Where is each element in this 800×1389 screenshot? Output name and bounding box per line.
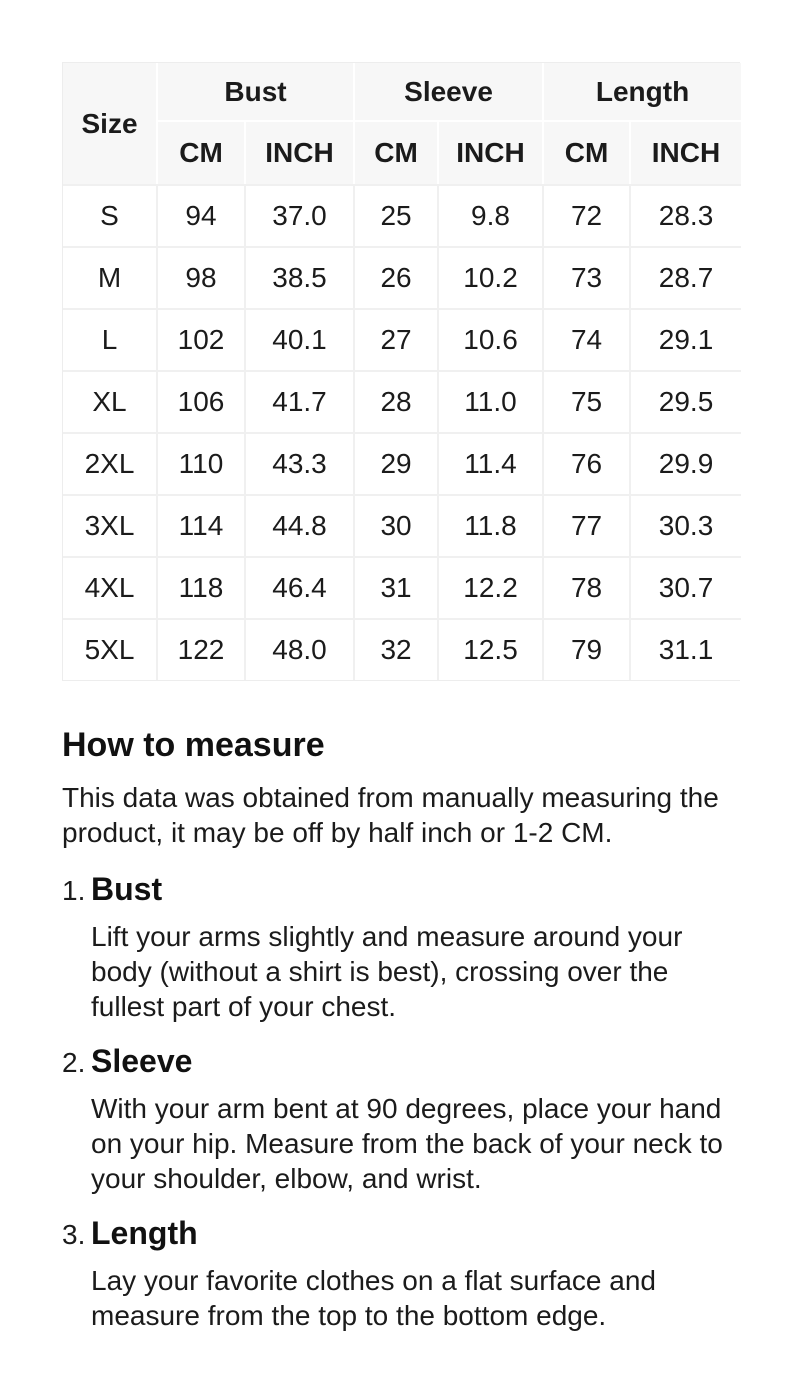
- bust-cm-cell: 122: [158, 618, 246, 680]
- bust-cm-cell: 94: [158, 184, 246, 246]
- bust-cm-cell: 102: [158, 308, 246, 370]
- bust-cm-cell: 114: [158, 494, 246, 556]
- size-cell: L: [63, 308, 158, 370]
- how-to-measure-title: How to measure: [62, 726, 325, 764]
- sleeve-cm-cell: 31: [355, 556, 439, 618]
- length-inch-cell: 28.3: [631, 184, 741, 246]
- sleeve-inch-cell: 9.8: [439, 184, 544, 246]
- size-cell: 3XL: [63, 494, 158, 556]
- size-cell: S: [63, 184, 158, 246]
- length-cm-cell: 72: [544, 184, 631, 246]
- bust-inch-cell: 43.3: [246, 432, 355, 494]
- sleeve-cm-cell: 32: [355, 618, 439, 680]
- bust-cm-cell: 118: [158, 556, 246, 618]
- sleeve-inch-cell: 11.0: [439, 370, 544, 432]
- bust-cm-cell: 98: [158, 246, 246, 308]
- size-cell: 4XL: [63, 556, 158, 618]
- bust-inch-cell: 44.8: [246, 494, 355, 556]
- column-group-sleeve: Sleeve: [355, 63, 544, 122]
- column-header-size: Size: [63, 63, 158, 184]
- table-row: [63, 370, 741, 432]
- table-row: [63, 184, 741, 246]
- length-cm-cell: 77: [544, 494, 631, 556]
- column-group-bust: Bust: [158, 63, 355, 122]
- measure-step: [62, 1042, 740, 1196]
- size-cell: M: [63, 246, 158, 308]
- sleeve-cm-cell: 27: [355, 308, 439, 370]
- length-inch-cell: 31.1: [631, 618, 741, 680]
- header-bust-inch: INCH: [246, 122, 355, 184]
- size-chart-header: [63, 63, 741, 184]
- header-sleeve-inch: INCH: [439, 122, 544, 184]
- size-chart-body: [63, 184, 741, 680]
- size-chart-table: [63, 63, 741, 680]
- step-heading: [62, 1214, 740, 1254]
- sleeve-inch-cell: 11.8: [439, 494, 544, 556]
- measure-intro-text: This data was obtained from manually measuring the product, it may be off by half inch or 1-2 CM.: [62, 782, 719, 849]
- length-cm-cell: 75: [544, 370, 631, 432]
- size-cell: 2XL: [63, 432, 158, 494]
- step-number: 2.: [62, 1047, 86, 1079]
- step-number: 3.: [62, 1219, 86, 1251]
- header-length-inch: INCH: [631, 122, 741, 184]
- step-heading: [62, 1042, 740, 1082]
- step-description: Lift your arms slightly and measure around your body (without a shirt is best), crossing over the fullest part of your chest.: [91, 921, 683, 1023]
- length-inch-cell: 30.3: [631, 494, 741, 556]
- bust-inch-cell: 38.5: [246, 246, 355, 308]
- length-cm-cell: 78: [544, 556, 631, 618]
- sleeve-inch-cell: 11.4: [439, 432, 544, 494]
- table-row: [63, 618, 741, 680]
- header-bust-cm: CM: [158, 122, 246, 184]
- table-row: [63, 556, 741, 618]
- bust-inch-cell: 37.0: [246, 184, 355, 246]
- table-row: [63, 308, 741, 370]
- sleeve-cm-cell: 30: [355, 494, 439, 556]
- measure-step: [62, 870, 740, 1024]
- length-inch-cell: 29.5: [631, 370, 741, 432]
- step-number: 1.: [62, 875, 86, 907]
- bust-inch-cell: 46.4: [246, 556, 355, 618]
- step-title: Bust: [91, 871, 163, 908]
- measure-step: [62, 1214, 740, 1333]
- length-cm-cell: 74: [544, 308, 631, 370]
- header-length-cm: CM: [544, 122, 631, 184]
- table-row: [63, 494, 741, 556]
- size-cell: 5XL: [63, 618, 158, 680]
- header-sleeve-cm: CM: [355, 122, 439, 184]
- size-cell: XL: [63, 370, 158, 432]
- sleeve-cm-cell: 25: [355, 184, 439, 246]
- measure-steps: [62, 870, 740, 1333]
- size-guide-section: [62, 0, 740, 1389]
- sleeve-inch-cell: 10.6: [439, 308, 544, 370]
- bust-inch-cell: 48.0: [246, 618, 355, 680]
- sleeve-cm-cell: 28: [355, 370, 439, 432]
- bust-cm-cell: 110: [158, 432, 246, 494]
- step-heading: [62, 870, 740, 910]
- length-cm-cell: 73: [544, 246, 631, 308]
- column-group-length: Length: [544, 63, 741, 122]
- step-title: Sleeve: [91, 1043, 193, 1080]
- length-inch-cell: 28.7: [631, 246, 741, 308]
- table-row: [63, 246, 741, 308]
- length-inch-cell: 29.1: [631, 308, 741, 370]
- bust-inch-cell: 41.7: [246, 370, 355, 432]
- length-inch-cell: 30.7: [631, 556, 741, 618]
- step-description: Lay your favorite clothes on a flat surface and measure from the top to the bottom edge.: [91, 1265, 656, 1332]
- sleeve-inch-cell: 12.2: [439, 556, 544, 618]
- sleeve-inch-cell: 12.5: [439, 618, 544, 680]
- step-description: With your arm bent at 90 degrees, place your hand on your hip. Measure from the back of your neck to your shoulder, elbow, and wrist.: [91, 1093, 723, 1195]
- step-title: Length: [91, 1215, 198, 1252]
- bust-cm-cell: 106: [158, 370, 246, 432]
- bust-inch-cell: 40.1: [246, 308, 355, 370]
- length-cm-cell: 79: [544, 618, 631, 680]
- sleeve-cm-cell: 26: [355, 246, 439, 308]
- length-inch-cell: 29.9: [631, 432, 741, 494]
- sleeve-inch-cell: 10.2: [439, 246, 544, 308]
- sleeve-cm-cell: 29: [355, 432, 439, 494]
- length-cm-cell: 76: [544, 432, 631, 494]
- table-row: [63, 432, 741, 494]
- size-chart: [62, 62, 740, 681]
